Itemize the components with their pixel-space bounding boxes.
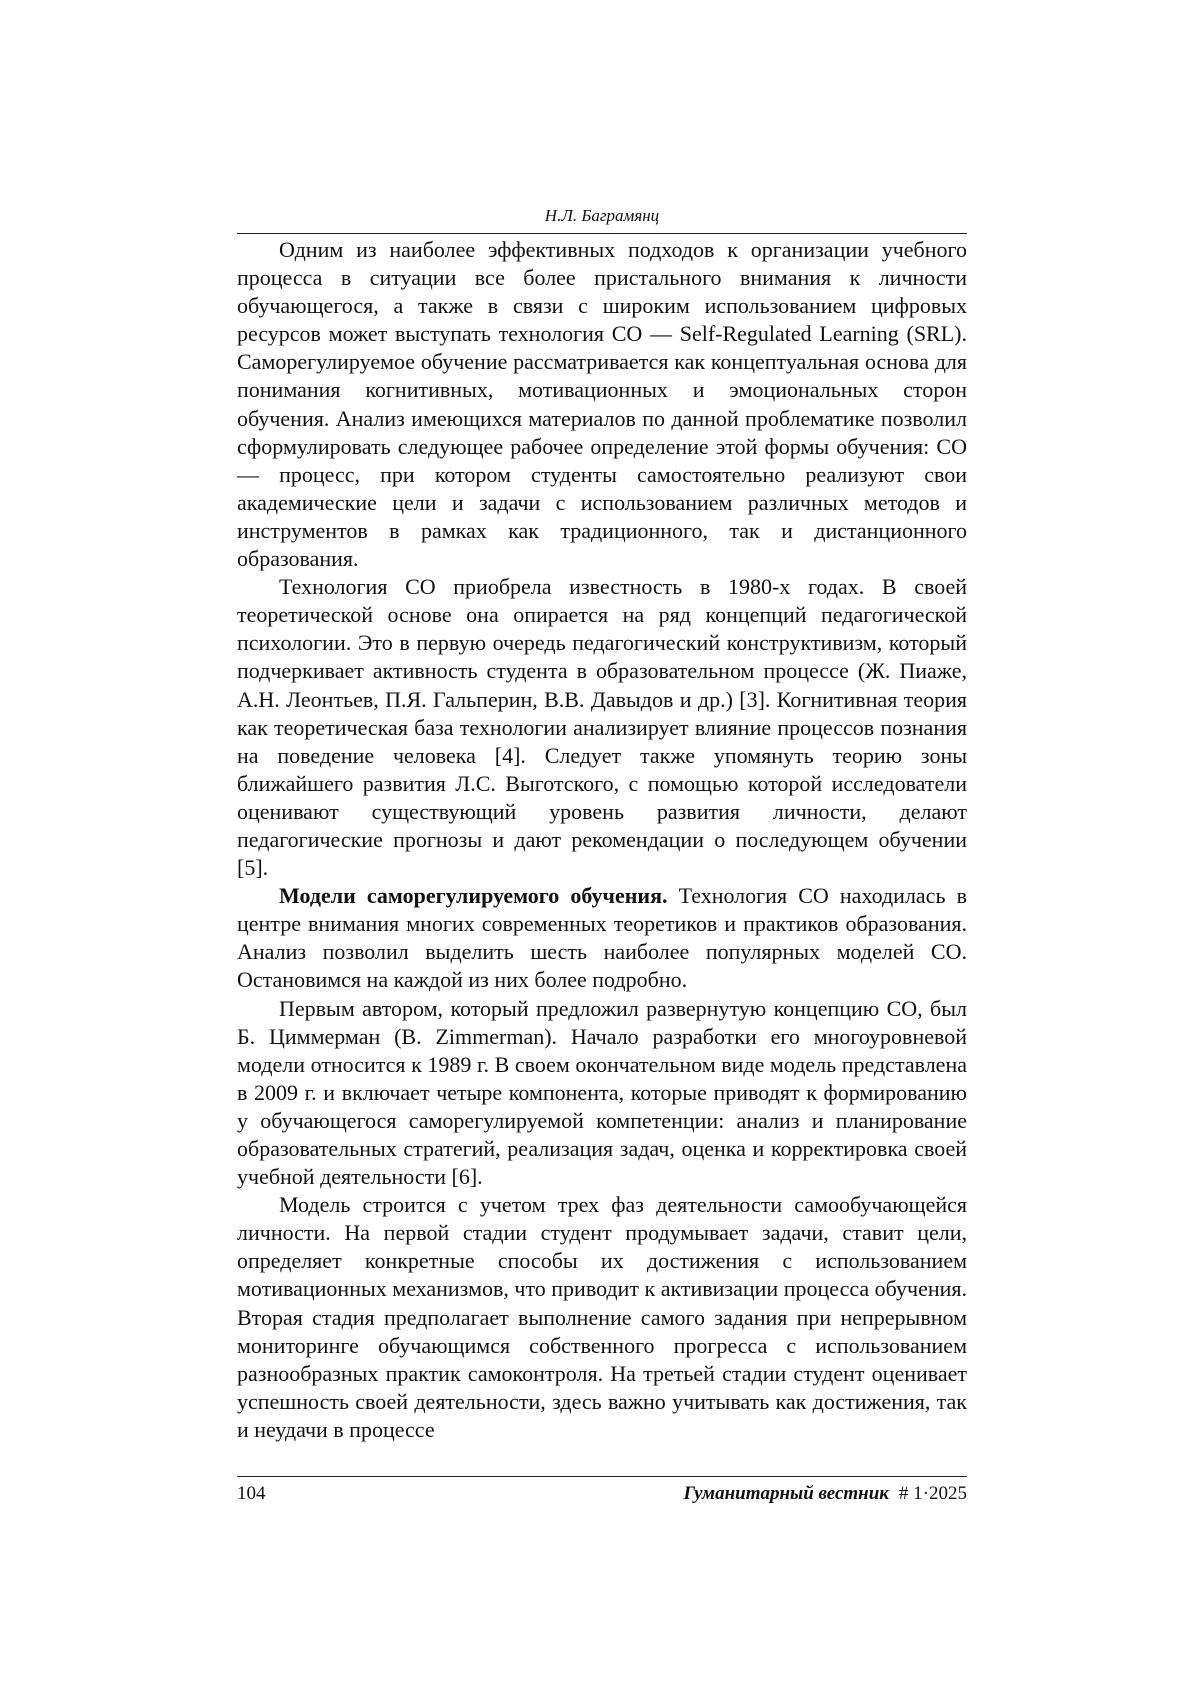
paragraph-text: Технология СО приобрела известность в 1980-х годах. В своей теоретической основе она опирается на ряд концепций педагогической психологии. Это в первую очередь педагогический конструктивизм, который подчеркивает активность студента в образовательном процессе (Ж. Пиаже, А.Н. Леонтьев, П.Я. Гальперин, В.В. Давыдов и др.) [3]. Когнитивная теория как теоретическая база технологии анализирует влияние процессов познания на поведение человека [4]. Следует также упомянуть теорию зоны ближайшего развития Л.С. Выготского, с помощью которой исследователи оценивают существующий уровень развития личности, делают педагогические прогнозы и дают рекомендации о последующем обучении [5]. xyxy=(237,574,967,881)
issue-number: # 1·2025 xyxy=(898,1483,967,1504)
running-head-author: Н.Л. Баграмянц xyxy=(237,205,967,234)
journal-name: Гуманитарный вестник xyxy=(683,1483,889,1504)
section-heading: Модели саморегулируемого обучения. xyxy=(279,883,668,909)
page-content xyxy=(237,205,967,1444)
paragraph-text: Первым автором, который предложил развернутую концепцию СО, был Б. Циммерман (B. Zimmerman). Начало разработки его многоуровневой модели относится к 1989 г. В своем окончательном виде модель представлена в 2009 г. и включает четыре компонента, которые приводят к формированию у обучающегося саморегулируемой компетенции: анализ и планирование образовательных стратегий, реализация задач, оценка и корректировка своей учебной деятельности [6]. xyxy=(237,995,967,1190)
paragraph xyxy=(237,236,967,573)
paragraph-text: Модель строится с учетом трех фаз деятельности самообучающейся личности. На первой стадии студент продумывает задачи, ставит цели, определяет конкретные способы их достижения с использованием мотивационных механизмов, что приводит к активизации процесса обучения. Вторая стадия предполагает выполнение самого задания при непрерывном мониторинге обучающимся собственного прогресса с использованием разнообразных практик самоконтроля. На третьей стадии студент оценивает успешность своей деятельности, здесь важно учитывать как достижения, так и неудачи в процессе xyxy=(237,1192,967,1442)
body-text xyxy=(237,236,967,1444)
paragraph xyxy=(237,573,967,882)
page-footer xyxy=(237,1476,967,1505)
paragraph-text: Технология СО находилась в центре внимания многих современных теоретиков и практиков образования. Анализ позволил выделить шесть наиболее популярных моделей СО. Остановимся на каждой из них более подробно. xyxy=(237,883,968,993)
paragraph xyxy=(237,882,967,994)
journal-info xyxy=(683,1483,967,1505)
paragraph-text: Одним из наиболее эффективных подходов к организации учебного процесса в ситуации все более пристального внимания к личности обучающегося, а также в связи с широким использованием цифровых ресурсов может выступать технология СО — Self-Regulated Learning (SRL). Саморегулируемое обучение рассматривается как концептуальная основа для понимания когнитивных, мотивационных и эмоциональных сторон обучения. Анализ имеющихся материалов по данной проблематике позволил сформулировать следующее рабочее определение этой формы обучения: СО — процесс, при котором студенты самостоятельно реализуют свои академические цели и задачи с использованием различных методов и инструментов в рамках как традиционного, так и дистанционного образования. xyxy=(237,237,967,572)
paragraph xyxy=(237,1191,967,1444)
page-number: 104 xyxy=(237,1483,266,1504)
paragraph xyxy=(237,995,967,1192)
